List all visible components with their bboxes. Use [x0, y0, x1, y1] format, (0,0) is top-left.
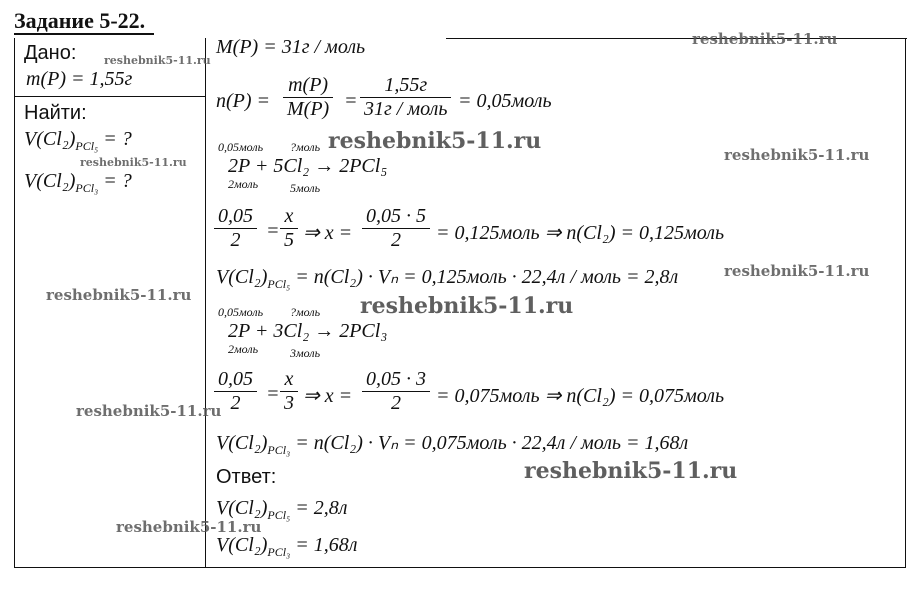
- title-underline: [14, 33, 154, 35]
- reaction-2: 2P + 3Cl₂ → 2PCl₃: [228, 320, 388, 342]
- given-find-divider: [14, 96, 205, 97]
- n-lhs: n(P) =: [216, 90, 271, 112]
- column-divider: [205, 38, 206, 568]
- r2-above-p: 0,05моль: [218, 305, 264, 319]
- reaction-1: 2P + 5Cl₂ → 2PCl₅: [228, 155, 388, 177]
- answer-2: $V(Cl_2)_{PCl_3} = 1,68л$: [216, 534, 358, 559]
- volume-2: $V(Cl_2)_{PCl_3} = n(Cl_2) \cdot V_n$ = 0,075моль · 22,4л / моль = 1,68л: [216, 432, 689, 457]
- watermark: reshebnik5-11.ru: [724, 262, 870, 280]
- p2-eq: =: [266, 383, 280, 405]
- p1-fraction-2: x 5: [280, 205, 298, 252]
- p1-result: = 0,125моль ⇒ n(Cl₂) = 0,125моль: [436, 222, 725, 244]
- p1-mid: ⇒ x =: [303, 222, 353, 244]
- p1-fraction-1: 0,05 2: [214, 205, 257, 252]
- given-mass: m(P) = 1,55г: [26, 68, 133, 90]
- p2-fraction-3: 0,05 · 3 2: [362, 368, 430, 415]
- watermark: reshebnik5-11.ru: [76, 402, 222, 420]
- watermark: reshebnik5-11.ru: [524, 458, 738, 484]
- molar-mass: M(P) = 31г / моль: [216, 36, 366, 58]
- r2-below-cl: 3моль: [290, 346, 321, 360]
- watermark: reshebnik5-11.ru: [116, 518, 262, 536]
- r2-below-p: 2моль: [228, 342, 259, 356]
- r1-below-cl: 5моль: [290, 181, 321, 195]
- watermark: reshebnik5-11.ru: [80, 156, 187, 169]
- watermark: reshebnik5-11.ru: [104, 54, 211, 67]
- p2-fraction-1: 0,05 2: [214, 368, 257, 415]
- r2-above-cl: ?моль: [290, 305, 321, 319]
- r1-above-p: 0,05моль: [218, 140, 264, 154]
- n-eq: =: [344, 90, 358, 112]
- page-title: Задание 5-22.: [14, 8, 146, 33]
- watermark: reshebnik5-11.ru: [724, 146, 870, 164]
- watermark: reshebnik5-11.ru: [328, 128, 542, 154]
- n-result: = 0,05моль: [458, 90, 552, 112]
- find-q1: $V(Cl_2)_{PCl_5}$ = ?: [24, 128, 132, 153]
- answer-label: Ответ:: [216, 466, 277, 488]
- n-fraction-1: m(P) M(P): [283, 74, 333, 121]
- r1-below-p: 2моль: [228, 177, 259, 191]
- find-q2: $V(Cl_2)_{PCl_3}$ = ?: [24, 170, 132, 195]
- r1-above-cl: ?моль: [290, 140, 321, 154]
- n-fraction-2: 1,55г 31г / моль: [360, 74, 451, 121]
- watermark: reshebnik5-11.ru: [692, 30, 838, 48]
- p2-fraction-2: x 3: [280, 368, 298, 415]
- given-label: Дано:: [24, 42, 77, 64]
- watermark: reshebnik5-11.ru: [360, 293, 574, 319]
- p2-mid: ⇒ x =: [303, 385, 353, 407]
- p1-eq: =: [266, 220, 280, 242]
- watermark: reshebnik5-11.ru: [46, 286, 192, 304]
- volume-1: $V(Cl_2)_{PCl_5} = n(Cl_2) \cdot V_n$ = 0,125моль · 22,4л / моль = 2,8л: [216, 266, 679, 291]
- find-label: Найти:: [24, 102, 87, 124]
- p2-result: = 0,075моль ⇒ n(Cl₂) = 0,075моль: [436, 385, 725, 407]
- answer-1: $V(Cl_2)_{PCl_5} = 2,8л$: [216, 497, 348, 522]
- p1-fraction-3: 0,05 · 5 2: [362, 205, 430, 252]
